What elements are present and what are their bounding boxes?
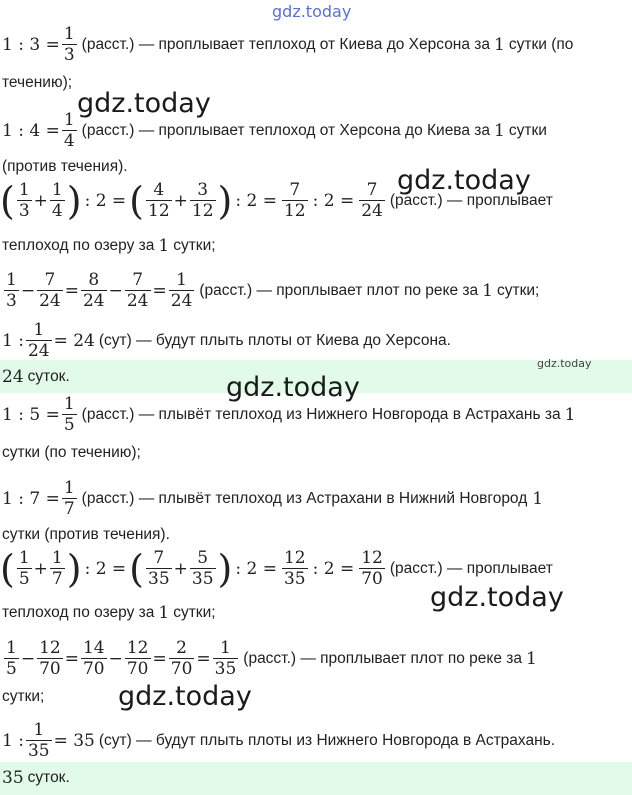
fraction [26,720,52,761]
denominator: 24 [126,291,149,311]
math-token: 35 [2,768,24,788]
math-token: 1 [532,488,544,509]
denominator: 4 [51,201,63,221]
math-token: 1 : [2,730,24,751]
p2-line2b: сутки (против течения). [2,526,170,543]
denominator: 35 [283,569,306,589]
fraction [50,548,65,589]
math-token: : 2 = [84,558,127,579]
number: 1 [494,120,505,141]
math-token: сутки; [496,281,540,299]
math-token: (расст.) — плывёт теплоход из Нижнего Новгорода в Астрахань за [81,405,561,423]
fraction [359,548,385,589]
fraction [169,270,195,311]
fraction [282,548,308,589]
parenthesis: ) [66,546,82,591]
math-token: (расст.) — проплывает [389,191,553,209]
p1-line1 [2,24,573,65]
denominator: 3 [63,45,75,65]
fraction [125,270,151,311]
numerator: 14 [82,638,105,658]
denominator: 5 [6,659,17,679]
denominator: 4 [63,131,75,151]
math-token: сутки; [173,604,216,621]
p2-line4b: сутки; [2,688,45,705]
math: 1 : 4 = [2,120,60,141]
numerator: 5 [197,548,209,568]
parenthesis: ) [66,178,82,223]
numerator: 1 [220,638,231,658]
fraction [62,24,77,65]
fraction [81,638,107,679]
math-token: : 2 = [312,558,355,579]
numerator: 12 [39,638,61,658]
denominator: 35 [27,741,50,761]
math-token: теплоход по озеру за [2,237,155,254]
watermark-3: gdz.today [226,372,360,403]
p1-answer [2,367,70,387]
numerator: 3 [197,180,209,200]
math-token: 1 : 7 = [2,488,60,509]
numerator: 7 [289,180,301,200]
math-token: = [152,280,167,301]
fraction [359,180,385,221]
p1-line4 [2,270,539,311]
math-token: 24 [2,367,24,387]
fraction [4,270,19,311]
denominator: 24 [82,291,105,311]
math-token: (расст.) — плывёт теплоход из Астрахани в Нижний Новгород [81,489,528,507]
fraction [169,638,195,679]
watermark-1: gdz.today [77,88,211,119]
denominator: 12 [283,201,306,221]
denominator: 24 [361,201,383,221]
math-token: = [152,648,167,669]
denominator: 7 [51,569,63,589]
math-token: (расст.) — проплывает плот по реке за [199,281,479,299]
math-token: : 2 = [84,190,127,211]
fraction [282,180,308,221]
p2-line4 [2,638,537,679]
fraction [213,638,239,679]
p1-line3 [0,180,553,221]
p2-line3b [2,603,216,623]
p1-line3b [2,236,216,256]
math-token: + [33,190,48,211]
p2-line3 [0,548,553,589]
math-token: теплоход по озеру за [2,604,155,621]
fraction [146,180,172,221]
fraction [17,548,32,589]
math-token: суток. [27,368,70,385]
watermark-top: gdz.today [272,2,352,21]
math-token: сутки; [173,237,216,254]
numerator: 1 [33,720,45,740]
numerator: 1 [63,394,75,414]
number: 1 [494,34,505,55]
numerator: 7 [153,548,165,568]
fraction [125,638,151,679]
math-token: : 2 = [235,558,277,579]
math-token: = 24 [53,330,95,351]
watermark-5: gdz.today [118,681,252,712]
numerator: 4 [153,180,165,200]
numerator: 1 [18,180,30,200]
numerator: 1 [63,110,75,130]
math-token: суток. [27,769,70,786]
math-token: − [20,280,36,301]
fraction [26,320,52,361]
p2-answer [2,768,70,788]
p2-line5 [2,720,555,761]
math-token: : 2 = [235,190,277,211]
denominator: 12 [191,201,214,221]
answer-highlight-2 [0,762,632,795]
numerator: 1 [33,320,45,340]
numerator: 1 [51,548,63,568]
text: (расст.) — проплывает теплоход от Киева до Херсона за [81,35,491,53]
watermark-4: gdz.today [430,582,564,613]
fraction [81,270,107,311]
numerator: 7 [44,270,56,290]
numerator: 7 [366,180,378,200]
numerator: 1 [18,548,30,568]
fraction [62,394,77,435]
math-token: 1 [482,280,493,301]
fraction [37,638,63,679]
denominator: 24 [27,341,50,361]
denominator: 70 [126,659,149,679]
parenthesis: ) [217,546,233,591]
text: (расст.) — проплывает теплоход от Херсона до Киева за [81,121,491,139]
math-token: 1 : 5 = [2,404,60,425]
p1-line5 [2,320,451,361]
p1-line1b: течению); [2,74,73,91]
math-token: = [196,648,211,669]
denominator: 7 [63,499,75,519]
numerator: 1 [51,180,63,200]
p2-line1b: сутки (по течению); [2,444,141,461]
denominator: 35 [214,659,237,679]
numerator: 1 [63,478,75,498]
math-token: − [108,648,123,669]
fraction [37,270,63,311]
numerator: 12 [283,548,306,568]
p2-line2 [2,478,543,519]
watermark-2: gdz.today [397,165,531,196]
math-token: − [108,280,123,301]
numerator: 7 [132,270,144,290]
math-token: = 35 [53,730,95,751]
math-token: + [173,558,188,579]
parenthesis: ( [129,178,144,223]
numerator: 8 [88,270,100,290]
fraction [146,548,172,589]
math-token: (расст.) — проплывает [389,559,553,577]
denominator: 5 [63,415,75,435]
denominator: 35 [191,569,214,589]
p1-line2b: (против течения). [2,158,128,175]
denominator: 70 [39,659,61,679]
denominator: 35 [148,569,170,589]
math-token: − [20,648,36,669]
math-token: (расст.) — проплывает плот по реке за [243,649,523,667]
math: 1 : 3 = [2,34,60,55]
math-token: + [33,558,48,579]
parenthesis: ) [217,178,233,223]
math-token: + [173,190,188,211]
math-token: 1 [526,648,537,669]
math-token: : 2 = [312,190,355,211]
denominator: 70 [82,659,105,679]
numerator: 1 [63,24,75,44]
math-token: 1 : [2,330,24,351]
fraction [62,110,77,151]
text: сутки [508,121,547,139]
fraction [190,548,216,589]
parenthesis: ( [0,546,15,591]
denominator: 3 [6,291,17,311]
numerator: 1 [6,270,17,290]
math-token: (сут) — будут плыть плоты от Киева до Херсона. [98,331,451,349]
parenthesis: ( [0,178,15,223]
denominator: 70 [361,569,383,589]
numerator: 2 [176,638,187,658]
denominator: 24 [170,291,193,311]
denominator: 3 [18,201,30,221]
p1-line2 [2,110,547,151]
denominator: 5 [18,569,30,589]
fraction [50,180,65,221]
denominator: 24 [39,291,61,311]
numerator: 12 [361,548,383,568]
fraction [4,638,19,679]
denominator: 70 [170,659,193,679]
parenthesis: ( [129,546,144,591]
text: сутки (по [508,35,574,53]
math-token: (сут) — будут плыть плоты из Нижнего Новгорода в Астрахань. [98,731,556,749]
watermark-small: gdz.today [537,357,592,370]
numerator: 1 [176,270,187,290]
fraction [62,478,77,519]
p2-line1 [2,394,575,435]
math-token: 1 [158,603,170,623]
math-token: = [64,280,79,301]
denominator: 12 [148,201,170,221]
math-token: 1 [564,404,576,425]
math-token: = [64,648,79,669]
numerator: 1 [6,638,17,658]
fraction [17,180,32,221]
numerator: 12 [126,638,149,658]
fraction [190,180,216,221]
math-token: 1 [158,236,170,256]
